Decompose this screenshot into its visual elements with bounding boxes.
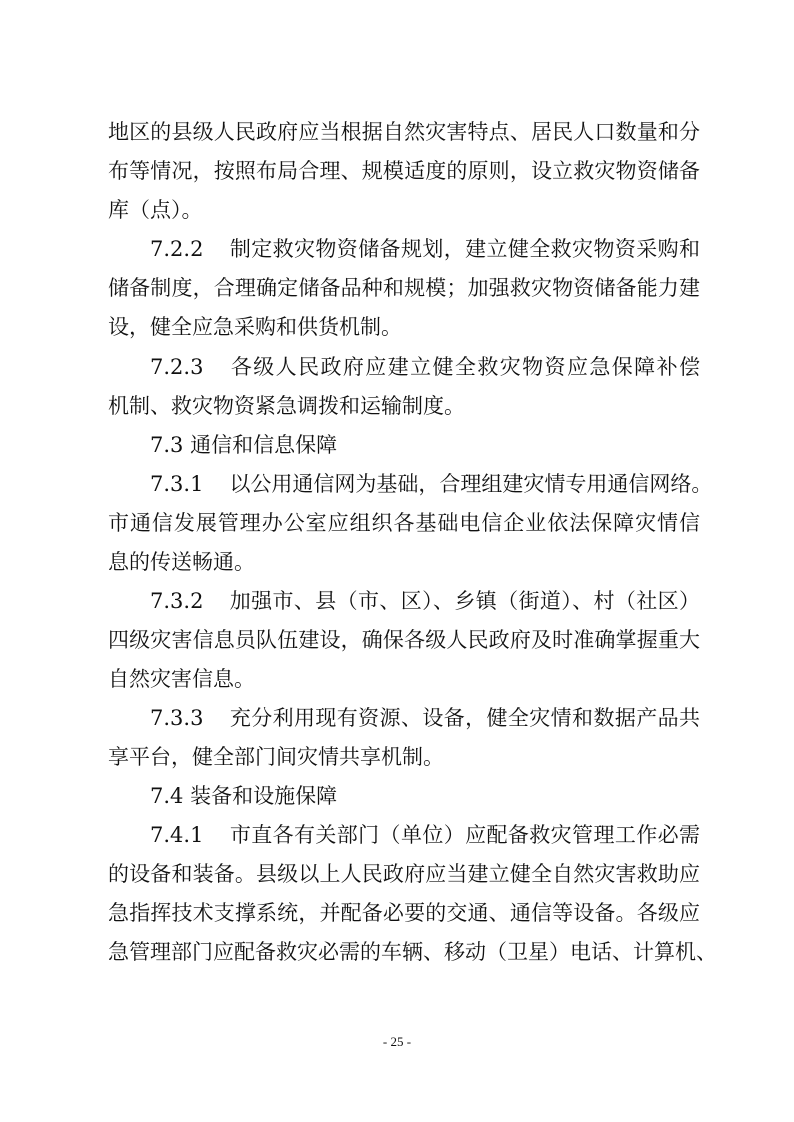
clause-7-3-1-first-line [150, 469, 713, 499]
text-line: 各级人民政府应建立健全救灾物资应急保障补偿 [229, 355, 700, 379]
text-line: 布等情况，按照布局合理、规模适度的原则，设立救灾物资储备 [108, 159, 700, 183]
clause-7-3-3-first-line [150, 703, 700, 733]
clause-7-3-2-first-line [150, 586, 700, 616]
text-line: 的设备和装备。县级以上人民政府应当建立健全自然灾害救助应 [108, 862, 700, 886]
clause-number: 7.3.3 [150, 706, 204, 730]
text-line: 急指挥技术支撑系统，并配备必要的交通、通信等设备。各级应 [108, 901, 700, 925]
text-line: 市通信发展管理办公室应组织各基础电信企业依法保障灾情信 [108, 511, 700, 535]
text-line: 享平台，健全部门间灾情共享机制。 [108, 745, 444, 769]
text-line: 充分利用现有资源、设备，健全灾情和数据产品共 [229, 706, 700, 730]
clause-7-2-3-first-line [150, 352, 700, 382]
clause-number: 7.4.1 [150, 823, 204, 847]
text-line: 储备制度，合理确定储备品种和规模；加强救灾物资储备能力建 [108, 276, 700, 300]
text-line: 设，健全应急采购和供货机制。 [108, 315, 402, 339]
clause-7-4-1-first-line [150, 820, 700, 850]
clause-number: 7.3.1 [150, 472, 204, 496]
text-line: 市直各有关部门（单位）应配备救灾管理工作必需 [229, 823, 700, 847]
section-heading-7-3: 7.3 通信和信息保障 [150, 433, 338, 457]
text-line: 机制、救灾物资紧急调拨和运输制度。 [108, 394, 465, 418]
text-line: 四级灾害信息员队伍建设，确保各级人民政府及时准确掌握重大 [108, 628, 700, 652]
text-line: 库（点）。 [108, 198, 203, 222]
text-line: 地区的县级人民政府应当根据自然灾害特点、居民人口数量和分 [108, 120, 700, 144]
text-line: 制定救灾物资储备规划，建立健全救灾物资采购和 [229, 237, 700, 261]
text-line: 加强市、县（市、区）、乡镇（街道）、村（社区） [229, 589, 700, 613]
clause-number: 7.3.2 [150, 589, 204, 613]
text-line: 急管理部门应配备救灾必需的车辆、移动（卫星）电话、计算机、 [108, 940, 717, 964]
page-number: - 25 - [382, 1034, 412, 1049]
text-line: 自然灾害信息。 [108, 667, 255, 691]
text-line: 以公用通信网为基础，合理组建灾情专用通信网络。 [229, 472, 713, 496]
clause-7-2-2-first-line [150, 234, 700, 264]
section-heading-7-4: 7.4 装备和设施保障 [150, 784, 338, 808]
text-line: 息的传送畅通。 [108, 550, 255, 574]
clause-number: 7.2.2 [150, 237, 204, 261]
clause-number: 7.2.3 [150, 355, 204, 379]
